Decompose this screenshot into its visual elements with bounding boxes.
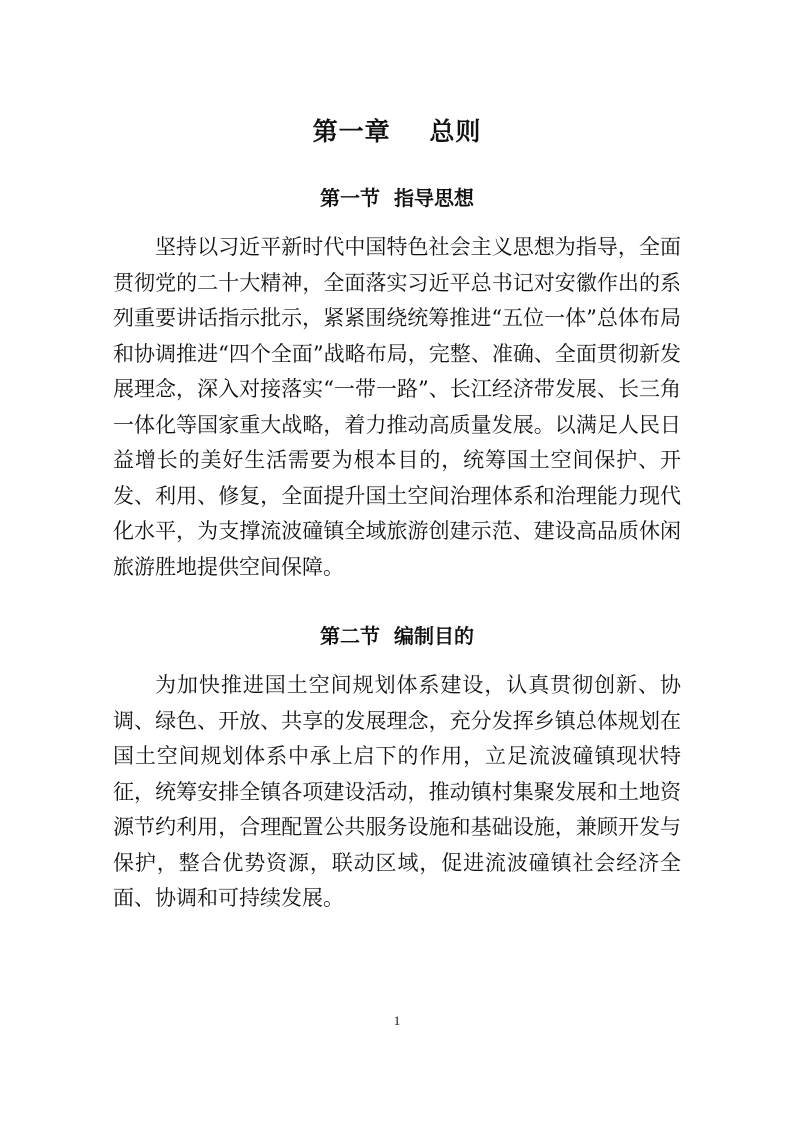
- section-body-guiding-thought: 坚持以习近平新时代中国特色社会主义思想为指导，全面贯彻党的二十大精神，全面落实习近平总书记对安徽作出的系列重要讲话指示批示，紧紧围绕统筹推进“五位一体”总体布局和协调推进“四个全面”战略布局，完整、准确、全面贯彻新发展理念，深入对接落实“一带一路”、长江经济带发展、长三角一体化等国家重大战略，着力推动高质量发展。以满足人民日益增长的美好生活需要为根本目的，统筹国土空间保护、开发、利用、修复，全面提升国土空间治理体系和治理能力现代化水平，为支撑流波䃥镇全域旅游创建示范、建设高品质休闲旅游胜地提供空间保障。: [113, 235, 681, 579]
- chapter-title: 第一章 总则: [312, 117, 482, 146]
- section-title-guiding-thought: 第一节 指导思想: [320, 186, 474, 210]
- section-title-purpose: 第二节 编制目的: [320, 624, 474, 648]
- section-body-purpose: 为加快推进国土空间规划体系建设，认真贯彻创新、协调、绿色、开放、共享的发展理念，充分发挥乡镇总体规划在国土空间规划体系中承上启下的作用，立足流波䃥镇现状特征，统筹安排全镇各项建设活动，推动镇村集聚发展和土地资源节约利用，合理配置公共服务设施和基础设施，兼顾开发与保护，整合优势资源，联动区域，促进流波䃥镇社会经济全面、协调和可持续发展。: [113, 673, 681, 910]
- page-number: 1: [393, 1013, 401, 1028]
